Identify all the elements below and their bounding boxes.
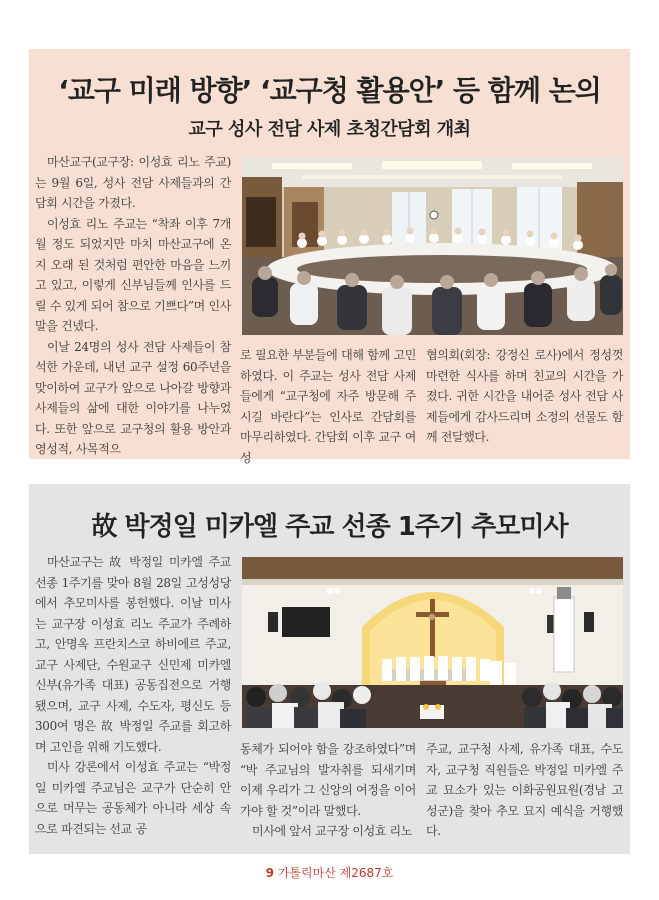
paragraph: 주교, 교구청 사제, 유가족 대표, 수도자, 교구청 직원들은 박정일 미카엘 주교 묘소가 있는 이화공원묘원(경남 고성군)을 찾아 추모 묘지 예식을 거행했다. <box>426 742 623 838</box>
paragraph: 협의회(회장: 강정신 로사)에서 정성껏 마련한 식사를 하며 친교의 시간을 가졌다. 귀한 시간을 내어준 성사 전담 사제들에게 감사드리며 소정의 선물도 함께 전달했다. <box>426 348 623 444</box>
paragraph: 미사 강론에서 이성효 주교는 “박정일 미카엘 주교님은 교구가 단순히 안으로 머무는 공동체가 아니라 세상 속으로 파견되는 선교 공 <box>35 760 231 836</box>
publication-name: 가톨릭마산 제2687호 <box>277 866 394 880</box>
meeting-photo <box>242 157 623 335</box>
page-number: 9 <box>265 866 275 880</box>
paragraph: 이성효 리노 주교는 “착좌 이후 7개월 정도 되었지만 마치 마산교구에 온지 오래 된 것처럼 편안한 마음을 느끼고 있고, 이렇게 신부님들께 인사를 드릴 수 있게 되어 참으로 기쁘다”며 인사말을 건넸다. <box>35 216 231 333</box>
paragraph: 동체가 되어야 함을 강조하였다”며 “박 주교님의 발자취를 되새기며 이제 우리가 그 신앙의 여정을 이어가야 할 것”이라 말했다. <box>240 742 416 818</box>
memorial-mass-photo <box>242 557 623 728</box>
article-memorial-mass <box>29 484 630 854</box>
church-interior-illustration <box>242 557 623 728</box>
paragraph: 미사에 앞서 교구장 이성효 리노 <box>252 824 413 838</box>
meeting-room-illustration <box>242 157 623 335</box>
article-column-1 <box>35 552 231 839</box>
article-column-2 <box>240 345 416 468</box>
article-column-2 <box>240 739 416 842</box>
article-title: 故 박정일 미카엘 주교 선종 1주기 추모미사 <box>91 512 568 542</box>
page-footer <box>0 864 659 881</box>
article-column-3 <box>426 739 623 842</box>
article-title: ‘교구 미래 방향’ ‘교구청 활용안’ 등 함께 논의 <box>58 74 601 107</box>
paragraph: 이날 24명의 성사 전담 사제들이 참석한 가운데, 내년 교구 설정 60주년을 맞이하여 교구가 앞으로 나아갈 방향과 사제들의 삶에 대한 이야기를 나누었다. 또한 앞으로 교구청의 활용 방안과 영성적, 사목적으 <box>35 339 231 456</box>
paragraph: 마산교구(교구장: 이성효 리노 주교)는 9월 6일, 성사 전담 사제들과의 간담회 시간을 가졌다. <box>35 155 231 210</box>
article-column-3 <box>426 345 623 448</box>
paragraph: 로 필요한 부분들에 대해 함께 고민하였다. 이 주교는 성사 전담 사제들에게 “교구청에 자주 방문해 주시길 바란다”는 인사로 간담회를 마무리하였다. 간담회 이후 교구 여성 <box>240 348 416 465</box>
article-meeting <box>29 49 630 465</box>
paragraph: 마산교구는 故 박정일 미카엘 주교 선종 1주기를 맞아 8월 28일 고성성당에서 추모미사를 봉헌했다. 이날 미사는 교구장 이성효 리노 주교가 주례하고, 안명옥 프란치스코 하비에르 주교, 교구 사제단, 수원교구 신민제 미카엘 신부(유가족 대표) 공동집전으로 거행됐으며, 교구 사제, 수도자, 평신도 등 300여 명은 故 박정일 주교를 회고하며 고인을 위해 기도했다. <box>35 555 231 754</box>
article-subtitle: 교구 성사 전담 사제 초청간담회 개최 <box>188 119 471 140</box>
article-column-1 <box>35 152 231 460</box>
